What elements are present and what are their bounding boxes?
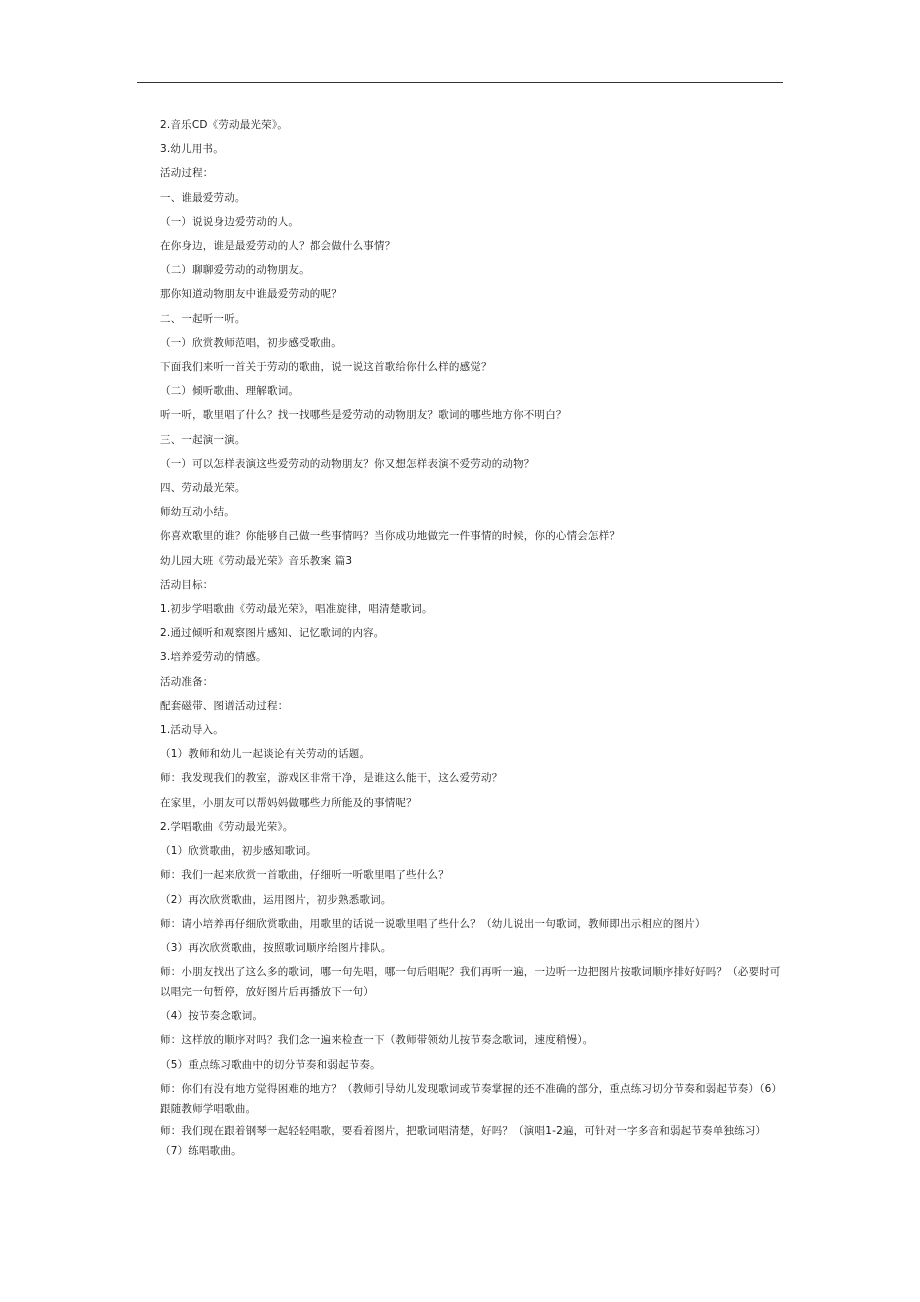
text-line: 师：我们一起来欣赏一首歌曲，仔细听一听歌里唱了些什么？: [160, 869, 449, 882]
text-line: 1.活动导入。: [160, 724, 224, 737]
text-line: 2.音乐CD《劳动最光荣》。: [160, 119, 288, 131]
text-line: （1）教师和幼儿一起谈论有关劳动的话题。: [160, 748, 371, 761]
text-line: 一、谁最爱劳动。: [160, 191, 246, 204]
text-line: （2）再次欣赏歌曲，运用图片，初步熟悉歌词。: [160, 893, 392, 906]
text-line: （1）欣赏歌曲，初步感知歌词。: [160, 845, 317, 858]
text-line: 那你知道动物朋友中谁最爱劳动的呢？: [160, 288, 342, 301]
text-line: 活动准备：: [160, 675, 214, 688]
text-line: 幼儿园大班《劳动最光荣》音乐教案 篇3: [160, 554, 353, 567]
text-line: （一）可以怎样表演这些爱劳动的动物朋友？你又想怎样表演不爱劳动的动物？: [160, 457, 535, 470]
text-line: 师幼互动小结。: [160, 506, 235, 519]
text-line: 在家里，小朋友可以帮妈妈做哪些力所能及的事情呢？: [160, 796, 417, 809]
text-line: （4）按节奏念歌词。: [160, 1010, 264, 1023]
text-line: 二、一起听一听。: [160, 312, 246, 325]
text-line: 三、一起演一演。: [160, 433, 246, 446]
text-line: 活动过程：: [160, 167, 214, 180]
text-line: （3）再次欣赏歌曲，按照歌词顺序给图片排队。: [160, 941, 392, 954]
text-line: 2.学唱歌曲《劳动最光荣》。: [160, 820, 294, 833]
text-line: 活动目标：: [160, 578, 214, 591]
text-line: （一）欣赏教师范唱，初步感受歌曲。: [160, 336, 342, 349]
text-line: 下面我们来听一首关于劳动的歌曲，说一说这首歌给你什么样的感觉？: [160, 361, 492, 374]
text-line: 1.初步学唱歌曲《劳动最光荣》，唱准旋律，唱清楚歌词。: [160, 603, 433, 616]
text-line: 师：我发现我们的教室，游戏区非常干净，是谁这么能干，这么爱劳动？: [160, 772, 503, 785]
text-line: 师：你们有没有地方觉得困难的地方？（教师引导幼儿发现歌词或节奏掌握的还不准确的部分，重点练习切分节奏和弱起节奏）（6）跟随教师学唱歌曲。: [160, 1082, 783, 1115]
text-line: 师：这样放的顺序对吗？我们念一遍来检查一下（教师带领幼儿按节奏念歌词，速度稍慢）。: [160, 1034, 594, 1047]
text-line: （5）重点练习歌曲中的切分节奏和弱起节奏。: [160, 1058, 381, 1071]
text-line: 3.幼儿用书。: [160, 143, 224, 156]
text-line: （二）聊聊爱劳动的动物朋友。: [160, 264, 310, 277]
text-line: （二）倾听歌曲、理解歌词。: [160, 385, 300, 398]
text-line: 2.通过倾听和观察图片感知、记忆歌词的内容。: [160, 627, 385, 640]
text-line: 听一听，歌里唱了什么？找一找哪些是爱劳动的动物朋友？歌词的哪些地方你不明白？: [160, 409, 567, 422]
text-line: 你喜欢歌里的谁？你能够自己做一些事情吗？当你成功地做完一件事情的时候，你的心情会怎样？: [160, 530, 621, 543]
text-line: 3.培养爱劳动的情感。: [160, 651, 267, 664]
text-line: 师：我们现在跟着钢琴一起轻轻唱歌，要看着图片，把歌词唱清楚，好吗？（演唱1-2遍，可针对一字多音和弱起节奏单独练习）（7）练唱歌曲。: [160, 1124, 767, 1157]
text-line: 师：小朋友找出了这么多的歌词，哪一句先唱，哪一句后唱呢？我们再听一遍，一边听一边把图片按歌词顺序排好好吗？（必要时可以唱完一句暂停，放好图片后再播放下一句）: [160, 966, 781, 999]
text-line: 配套磁带、图谱活动过程：: [160, 699, 289, 712]
text-line: 在你身边，谁是最爱劳动的人？都会做什么事情？: [160, 240, 396, 253]
text-line: （一）说说身边爱劳动的人。: [160, 215, 300, 228]
text-line: 四、劳动最光荣。: [160, 482, 246, 495]
document-body: [138, 113, 784, 1163]
header-rule: [137, 82, 783, 83]
text-line: 师：请小培养再仔细欣赏歌曲，用歌里的话说一说歌里唱了些什么？（幼儿说出一句歌词，教师即出示相应的图片）: [160, 917, 706, 930]
